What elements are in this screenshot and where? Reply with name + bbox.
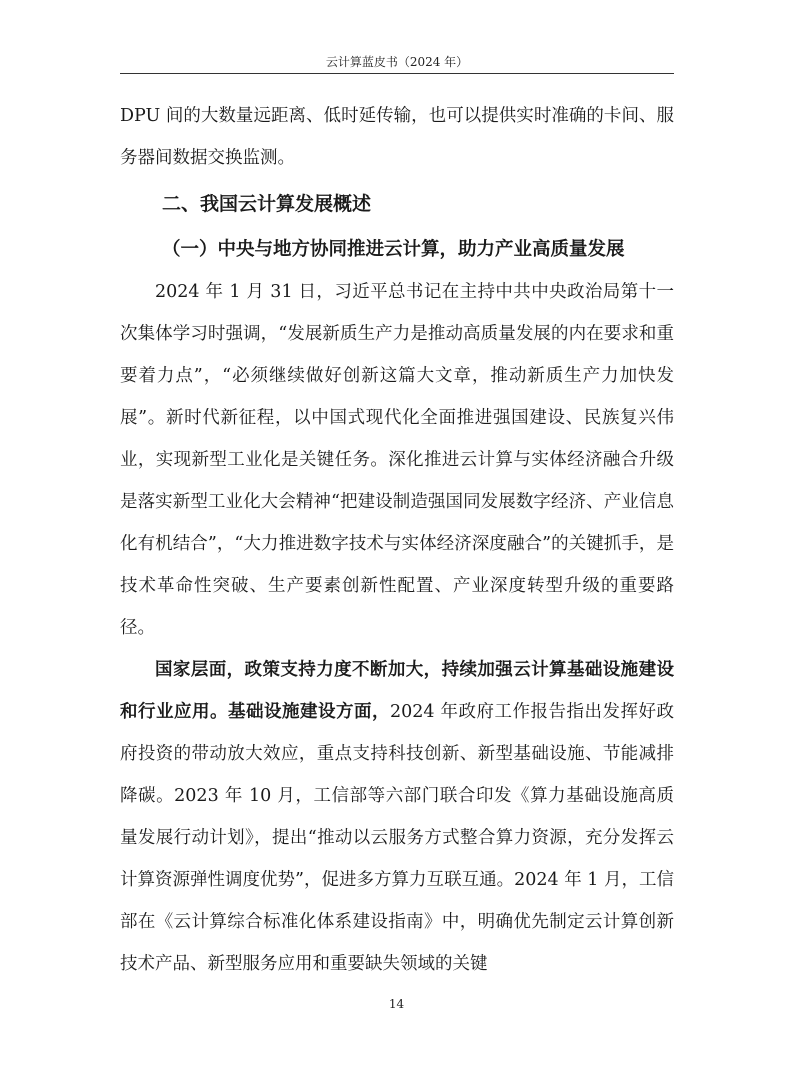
subsection-heading: （一）中央与地方协同推进云计算，助力产业高质量发展: [162, 239, 625, 260]
paragraph-lead-bold: 国家层面，政策支持力度不断加大，持续加强云计算基础设施建设和行业应用。基础设施建设方面，: [120, 660, 674, 722]
running-header: 云计算蓝皮书（2024 年）: [325, 55, 469, 69]
paragraph-body-text: 2024 年政府工作报告指出发挥好政府投资的带动放大效应，重点支持科技创新、新型基础设施、节能减排降碳。2023 年 10 月，工信部等六部门联合印发《算力基础设施高质量发展行动计划》，提出“推动以云服务方式整合算力资源，充分发挥云计算资源弹性调度优势”，促进多方算力互联互通。2024 年 1 月，工信部在《云计算综合标准化体系建设指南》中，明确优先制定云计算创新技术产品、新型服务应用和重要缺失领域的关键: [120, 702, 675, 974]
header-divider: [120, 73, 674, 74]
paragraph-policy-intro: 2024 年 1 月 31 日，习近平总书记在主持中共中央政治局第十一次集体学习时强调，“发展新质生产力是推动高质量发展的内在要求和重要着力点”，“必须继续做好创新这篇大文章，推动新质生产力加快发展”。新时代新征程，以中国式现代化全面推进强国建设、民族复兴伟业，实现新型工业化是关键任务。深化推进云计算与实体经济融合升级是落实新型工业化大会精神“把建设制造强国同发展数字经济、产业信息化有机结合”，“大力推进数字技术与实体经济深度融合”的关键抓手，是技术革命性突破、生产要素创新性配置、产业深度转型升级的重要路径。: [120, 282, 674, 638]
page-body: [120, 95, 674, 985]
section-heading: 二、我国云计算发展概述: [162, 193, 372, 215]
paragraph-national-level: [120, 649, 674, 985]
paragraph-continued: DPU 间的大数量远距离、低时延传输，也可以提供实时准确的卡间、服务器间数据交换监测。: [120, 106, 674, 168]
page-number: 14: [388, 997, 405, 1011]
